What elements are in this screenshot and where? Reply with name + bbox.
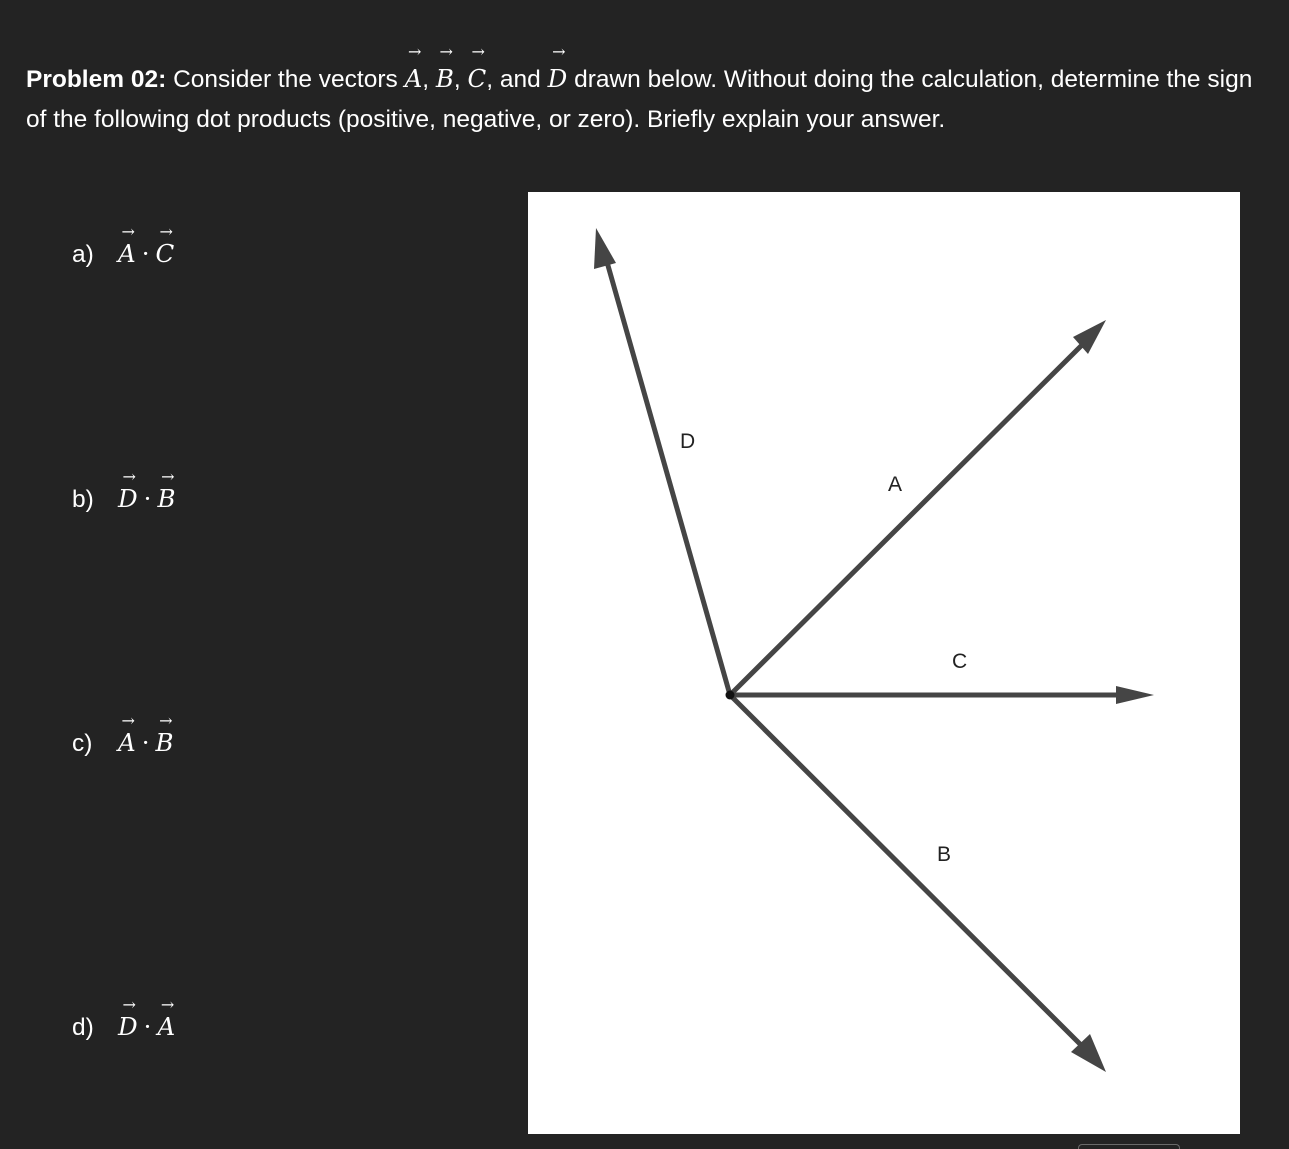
vector-d-label: D	[680, 430, 696, 453]
problem-text-before: Consider the vectors	[173, 66, 398, 93]
vector-diagram-svg	[528, 192, 1240, 1134]
vector-d-arrowhead	[594, 228, 616, 269]
problem-title: Problem 02:	[26, 66, 167, 93]
part-d	[72, 995, 176, 1043]
dot-operator: ·	[143, 484, 152, 513]
part-left-vector: → A	[118, 711, 136, 757]
part-b	[72, 467, 176, 515]
dot-operator: ·	[141, 239, 150, 268]
part-right-vector: → C	[155, 222, 175, 268]
dot-operator: ·	[143, 1012, 152, 1041]
vector-c-arrowhead	[1116, 686, 1154, 704]
and-word: and	[499, 66, 541, 93]
origin-point	[726, 691, 735, 700]
vector-d-symbol: → D	[547, 42, 568, 93]
part-a	[72, 222, 175, 270]
part-left-vector: → D	[118, 995, 138, 1041]
part-c	[72, 711, 174, 759]
vector-b-symbol: → B	[435, 42, 454, 93]
vector-c-symbol: → C	[467, 42, 487, 93]
problem-statement: Problem 02: Consider the vectors → A, → B, → C, and → D drawn below. Without doing the calculation, determine the sign of the following dot products (positive, negative, or zero). Briefly explain your answer.	[26, 42, 1253, 133]
part-label: a)	[72, 241, 94, 268]
part-label: c)	[72, 730, 93, 757]
vector-c-label: C	[952, 650, 968, 673]
vector-a-symbol: → A	[404, 42, 423, 93]
part-left-vector: → A	[118, 222, 136, 268]
part-left-vector: → D	[118, 467, 138, 513]
part-right-vector: → A	[157, 995, 176, 1041]
part-right-vector: → B	[157, 467, 176, 513]
vector-diagram	[528, 192, 1240, 1134]
part-label: b)	[72, 486, 94, 513]
dot-operator: ·	[141, 728, 150, 757]
vector-b-label: B	[937, 843, 952, 866]
vector-a-label: A	[888, 473, 903, 496]
vector-a-line	[730, 344, 1083, 695]
vector-d-line	[605, 255, 730, 695]
problem-text-after: drawn below. Without doing the calculation, determine the sign of the following dot products (positive, negative, or zero). Briefly explain your answer.	[26, 66, 1253, 133]
scroll-indicator[interactable]	[1078, 1144, 1180, 1149]
vector-b-line	[730, 695, 1083, 1047]
part-label: d)	[72, 1014, 94, 1041]
part-right-vector: → B	[155, 711, 174, 757]
